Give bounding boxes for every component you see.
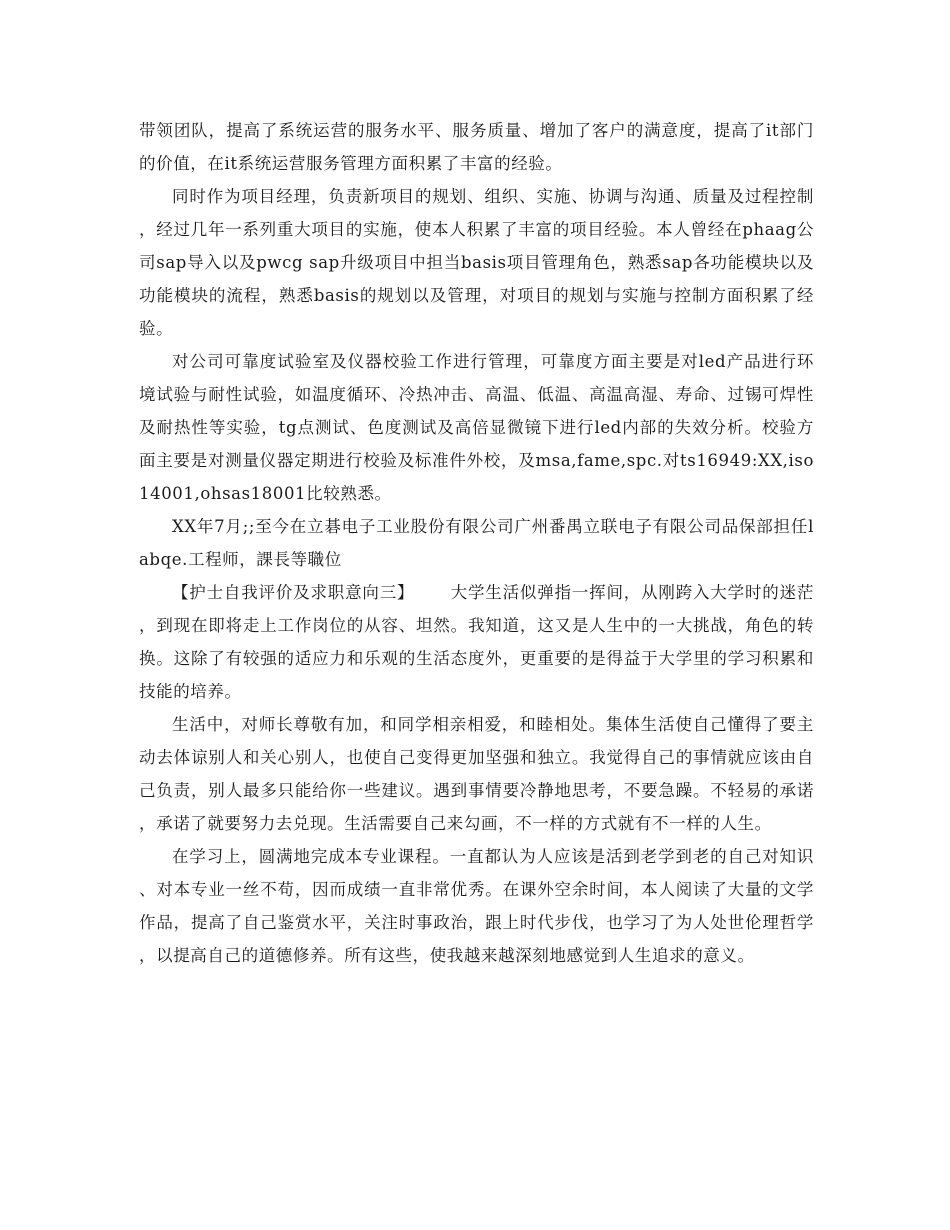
paragraph-reliability-lab: 对公司可靠度试验室及仪器校验工作进行管理，可靠度方面主要是对led产品进行环境试验与耐性试验，如温度循环、冷热冲击、高温、低温、高温高湿、寿命、过锡可焊性及耐热性等实验，tg点测试、色度测试及高倍显微镜下进行led内部的失效分析。校验方面主要是对测量仪器定期进行校验及标准件外校，及msa,fame,spc.对ts16949:XX,iso14001,ohsas18001比较熟悉。 bbox=[139, 352, 814, 503]
paragraph-team-leadership: 带领团队，提高了系统运营的服务水平、服务质量、增加了客户的满意度，提高了it部门的价值，在it系统运营服务管理方面积累了丰富的经验。 bbox=[139, 121, 814, 173]
paragraph-study: 在学习上，圆满地完成本专业课程。一直都认为人应该是活到老学到老的自己对知识、对本专业一丝不苟，因而成绩一直非常优秀。在课外空余时间，本人阅读了大量的文学作品，提高了自己鉴赏水平，关注时事政治，跟上时代步伐，也学习了为人处世伦理哲学，以提高自己的道德修养。所有这些，使我越来越深刻地感觉到人生追求的意义。 bbox=[139, 847, 814, 965]
document-body bbox=[139, 114, 814, 972]
section-three-paragraph bbox=[139, 576, 814, 708]
paragraph-project-manager: 同时作为项目经理，负责新项目的规划、组织、实施、协调与沟通、质量及过程控制，经过几年一系列重大项目的实施，使本人积累了丰富的项目经验。本人曾经在phaag公司sap导入以及pwcg sap升级项目中担当basis项目管理角色，熟悉sap各功能模块以及功能模块的流程，熟悉basis的规划以及管理，对项目的规划与实施与控制方面积累了经验。 bbox=[139, 187, 814, 338]
section-intro-text: 大学生活似弹指一挥间，从刚跨入大学时的迷茫，到现在即将走上工作岗位的从容、坦然。我知道，这又是人生中的一大挑战，角色的转换。这除了有较强的适应力和乐观的生活态度外，更重要的是得益于大学里的学习积累和技能的培养。 bbox=[139, 583, 814, 701]
paragraph-employment-history: XX年7月;;至今在立碁电子工业股份有限公司广州番禺立联电子有限公司品保部担任labqe.工程师，課長等職位 bbox=[139, 517, 814, 569]
section-heading: 【护士自我评价及求职意向三】 bbox=[172, 583, 415, 602]
paragraph-life: 生活中，对师长尊敬有加，和同学相亲相爱，和睦相处。集体生活使自己懂得了要主动去体谅别人和关心别人，也使自己变得更加坚强和独立。我觉得自己的事情就应该由自己负责，别人最多只能给你一些建议。遇到事情要冷静地思考，不要急躁。不轻易的承诺，承诺了就要努力去兑现。生活需要自己来勾画，不一样的方式就有不一样的人生。 bbox=[139, 715, 814, 833]
